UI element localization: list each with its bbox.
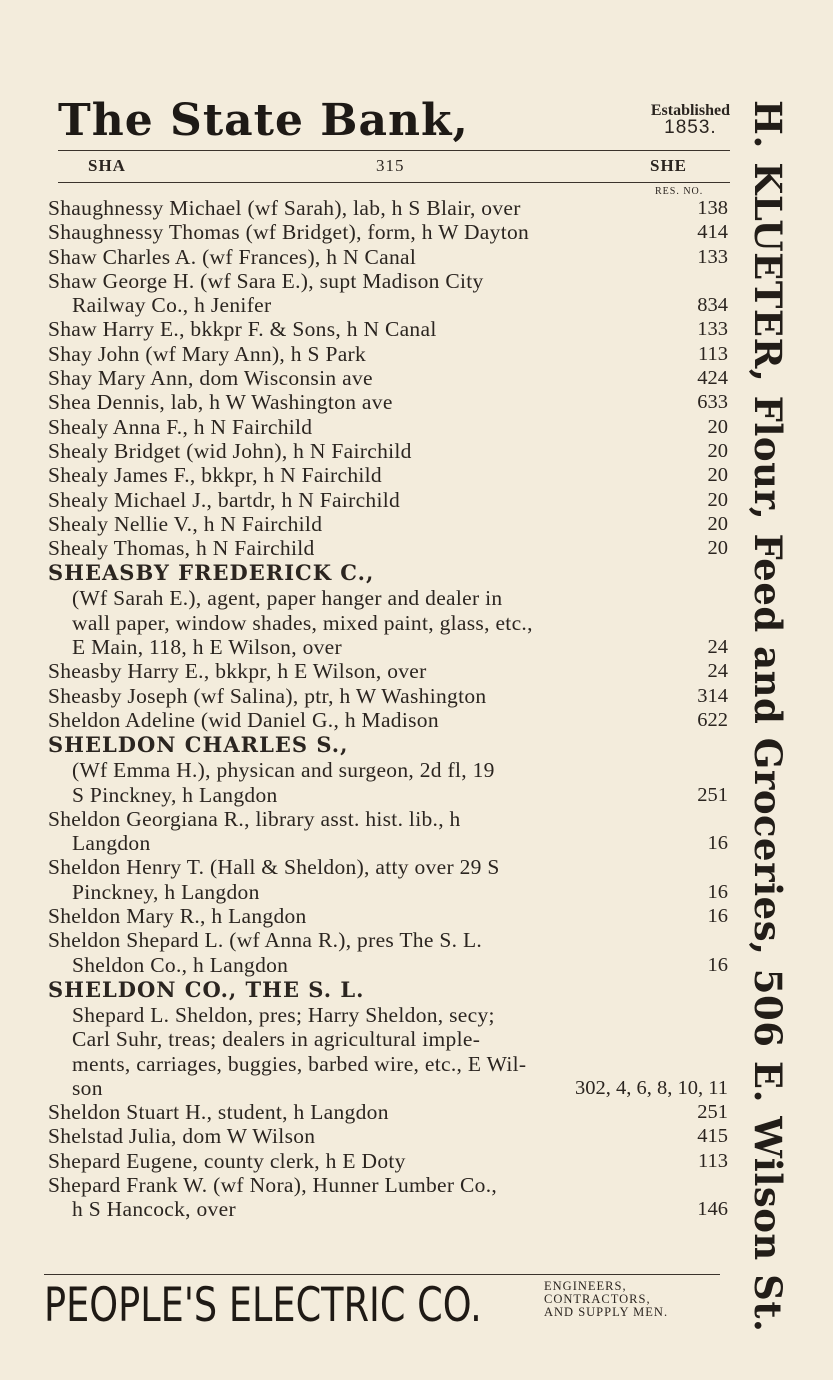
directory-entry	[48, 439, 728, 463]
running-head-right: SHE	[650, 156, 688, 175]
established-label: Established	[650, 102, 730, 119]
directory-entry	[48, 684, 728, 708]
directory-entry	[48, 807, 728, 856]
residence-number: 16	[707, 905, 728, 928]
residence-number: 133	[697, 318, 728, 341]
entry-line	[48, 390, 728, 414]
directory-entry	[48, 366, 728, 390]
residence-number: 415	[697, 1125, 728, 1148]
entry-text: SHELDON CHARLES S.,	[48, 732, 349, 758]
entry-line	[48, 880, 728, 904]
entry-text: Shaughnessy Michael (wf Sarah), lab, h S Blair, over	[48, 196, 521, 220]
side-advertisement	[740, 100, 796, 1340]
entry-text: Shealy Michael J., bartdr, h N Fairchild	[48, 487, 401, 512]
directory-entry	[48, 488, 728, 512]
entry-line	[48, 220, 728, 244]
entry-text: ments, carriages, buggies, barbed wire, etc., E Wil-	[72, 1051, 527, 1076]
entry-line	[48, 366, 728, 390]
entry-line	[48, 293, 728, 317]
entry-text: Shepard Frank W. (wf Nora), Hunner Lumber Co.,	[48, 1172, 498, 1197]
entry-text: Pinckney, h Langdon	[72, 879, 260, 904]
entry-line	[48, 1076, 728, 1100]
residence-number: 16	[707, 953, 728, 976]
entry-line	[48, 1124, 728, 1148]
directory-entry	[48, 977, 728, 1100]
entry-line	[48, 1100, 728, 1124]
entry-text: Shepard L. Sheldon, pres; Harry Sheldon, secy;	[72, 1002, 495, 1027]
directory-entry	[48, 560, 728, 659]
entry-line	[48, 512, 728, 536]
directory-entry	[48, 1124, 728, 1148]
entry-text: Shealy Thomas, h N Fairchild	[48, 536, 315, 561]
footer-rule	[44, 1274, 720, 1275]
directory-entry	[48, 342, 728, 366]
residence-number: 20	[707, 512, 728, 535]
entry-text: Shaw George H. (wf Sara E.), supt Madison City	[48, 268, 484, 293]
entry-text: Sheldon Stuart H., student, h Langdon	[48, 1100, 389, 1125]
residence-number: 16	[707, 880, 728, 903]
bank-advertisement	[58, 96, 730, 146]
residence-number: 20	[707, 439, 728, 462]
directory-entry	[48, 536, 728, 560]
running-head	[58, 152, 698, 178]
entry-line	[48, 1173, 728, 1197]
directory-entry	[48, 269, 728, 318]
entry-text: Shelstad Julia, dom W Wilson	[48, 1124, 316, 1149]
entry-line	[48, 953, 728, 977]
residence-number: 20	[707, 415, 728, 438]
directory-entry	[48, 732, 728, 807]
entry-line	[48, 245, 728, 269]
entry-text: Shealy Nellie V., h N Fairchild	[48, 511, 323, 536]
residence-number: 302, 4, 6, 8, 10, 11	[575, 1076, 728, 1099]
residence-number: 314	[697, 684, 728, 707]
footer-tag-line: ENGINEERS,	[544, 1279, 627, 1293]
entry-line	[48, 855, 728, 879]
residence-number: 20	[707, 488, 728, 511]
entry-line	[48, 196, 728, 220]
footer-tag-line: AND SUPPLY MEN.	[544, 1305, 669, 1319]
entry-line	[48, 659, 728, 683]
entry-line	[48, 611, 728, 635]
footer-tag-line: CONTRACTORS,	[544, 1292, 651, 1306]
entry-text: wall paper, window shades, mixed paint, glass, etc.,	[72, 610, 533, 635]
entry-text: S Pinckney, h Langdon	[72, 782, 278, 807]
entry-line	[48, 1197, 728, 1221]
directory-entry	[48, 463, 728, 487]
entry-text: Shea Dennis, lab, h W Washington ave	[48, 390, 393, 415]
entry-line	[48, 586, 728, 610]
column-label: RES. NO.	[655, 186, 704, 197]
top-rule	[58, 150, 730, 151]
entry-text: Railway Co., h Jenifer	[72, 293, 272, 318]
entry-text: son	[72, 1075, 103, 1100]
entry-text: SHELDON CO., THE S. L.	[48, 976, 365, 1002]
entry-line	[48, 536, 728, 560]
entry-text: Shay Mary Ann, dom Wisconsin ave	[48, 366, 373, 391]
entry-line	[48, 928, 728, 952]
entry-text: Carl Suhr, treas; dealers in agricultural imple-	[72, 1027, 481, 1052]
directory-entry	[48, 1100, 728, 1124]
directory-entry	[48, 415, 728, 439]
residence-number: 251	[697, 783, 728, 806]
directory-entry	[48, 512, 728, 536]
head-rule	[58, 182, 730, 183]
entry-text: Langdon	[72, 831, 151, 856]
entry-line	[48, 463, 728, 487]
entry-line	[48, 317, 728, 341]
entry-text: E Main, 118, h E Wilson, over	[72, 635, 342, 660]
bank-name: The State Bank,	[58, 95, 469, 146]
entry-line	[48, 732, 728, 758]
footer-tagline	[544, 1280, 668, 1319]
entry-line	[48, 977, 728, 1003]
residence-number: 622	[697, 708, 728, 731]
residence-number: 424	[697, 367, 728, 390]
entry-text: Shealy Bridget (wid John), h N Fairchild	[48, 438, 412, 463]
entry-line	[48, 269, 728, 293]
entry-text: Shepard Eugene, county clerk, h E Doty	[48, 1148, 406, 1173]
directory-entry	[48, 1173, 728, 1222]
entry-text: Shay John (wf Mary Ann), h S Park	[48, 341, 367, 366]
entry-text: Sheldon Adeline (wid Daniel G., h Madison	[48, 707, 439, 732]
residence-number: 113	[698, 342, 728, 365]
residence-number: 24	[707, 636, 728, 659]
footer-company-name: PEOPLE'S ELECTRIC CO.	[44, 1278, 482, 1333]
entry-line	[48, 635, 728, 659]
directory-entry	[48, 855, 728, 904]
entry-line	[48, 831, 728, 855]
residence-number: 16	[707, 832, 728, 855]
residence-number: 834	[697, 294, 728, 317]
entry-line	[48, 1003, 728, 1027]
bank-established	[651, 102, 730, 136]
directory-entry	[48, 659, 728, 683]
side-ad-text: H. KLUETER, Flour, Feed and Groceries, 506 E. Wilson St.	[746, 100, 790, 1333]
entry-line	[48, 1149, 728, 1173]
entry-text: h S Hancock, over	[72, 1197, 236, 1222]
entry-line	[48, 1052, 728, 1076]
directory-entries	[48, 196, 728, 1222]
directory-entry	[48, 317, 728, 341]
directory-entry	[48, 928, 728, 977]
entry-line	[48, 560, 728, 586]
entry-text: Shaughnessy Thomas (wf Bridget), form, h W Dayton	[48, 220, 530, 245]
residence-number: 133	[697, 245, 728, 268]
running-head-left: SHA	[88, 156, 126, 175]
entry-line	[48, 758, 728, 782]
residence-number: 251	[697, 1101, 728, 1124]
footer-advertisement	[44, 1276, 728, 1336]
entry-text: (Wf Sarah E.), agent, paper hanger and dealer in	[72, 586, 503, 611]
entry-text: Sheldon Co., h Langdon	[72, 952, 289, 977]
entry-line	[48, 415, 728, 439]
entry-text: Sheldon Georgiana R., library asst. hist. lib., h	[48, 806, 461, 831]
directory-entry	[48, 708, 728, 732]
directory-entry	[48, 390, 728, 414]
entry-line	[48, 1027, 728, 1051]
directory-entry	[48, 196, 728, 220]
residence-number: 138	[697, 197, 728, 219]
entry-line	[48, 439, 728, 463]
residence-number: 146	[697, 1198, 728, 1221]
directory-entry	[48, 245, 728, 269]
entry-text: Shealy Anna F., h N Fairchild	[48, 414, 313, 439]
entry-text: Sheldon Shepard L. (wf Anna R.), pres The S. L.	[48, 928, 483, 953]
directory-entry	[48, 1149, 728, 1173]
entry-line	[48, 708, 728, 732]
entry-text: SHEASBY FREDERICK C.,	[48, 560, 375, 586]
entry-text: (Wf Emma H.), physican and surgeon, 2d fl, 19	[72, 758, 495, 783]
entry-text: Sheldon Henry T. (Hall & Sheldon), atty over 29 S	[48, 855, 500, 880]
residence-number: 414	[697, 221, 728, 244]
entry-line	[48, 904, 728, 928]
residence-number: 24	[707, 660, 728, 683]
entry-line	[48, 783, 728, 807]
entry-line	[48, 488, 728, 512]
entry-text: Shaw Charles A. (wf Frances), h N Canal	[48, 244, 417, 269]
entry-line	[48, 342, 728, 366]
directory-entry	[48, 904, 728, 928]
page-number: 315	[376, 156, 405, 175]
residence-number: 20	[707, 464, 728, 487]
residence-number: 113	[698, 1149, 728, 1172]
entry-text: Shealy James F., bkkpr, h N Fairchild	[48, 463, 382, 488]
entry-text: Sheasby Joseph (wf Salina), ptr, h W Washington	[48, 683, 487, 708]
entry-text: Sheldon Mary R., h Langdon	[48, 904, 307, 929]
established-year: 1853.	[664, 117, 717, 138]
directory-entry	[48, 220, 728, 244]
entry-line	[48, 684, 728, 708]
entry-line	[48, 807, 728, 831]
entry-text: Sheasby Harry E., bkkpr, h E Wilson, over	[48, 659, 427, 684]
residence-number: 20	[707, 537, 728, 560]
residence-number: 633	[697, 391, 728, 414]
entry-text: Shaw Harry E., bkkpr F. & Sons, h N Canal	[48, 317, 437, 342]
